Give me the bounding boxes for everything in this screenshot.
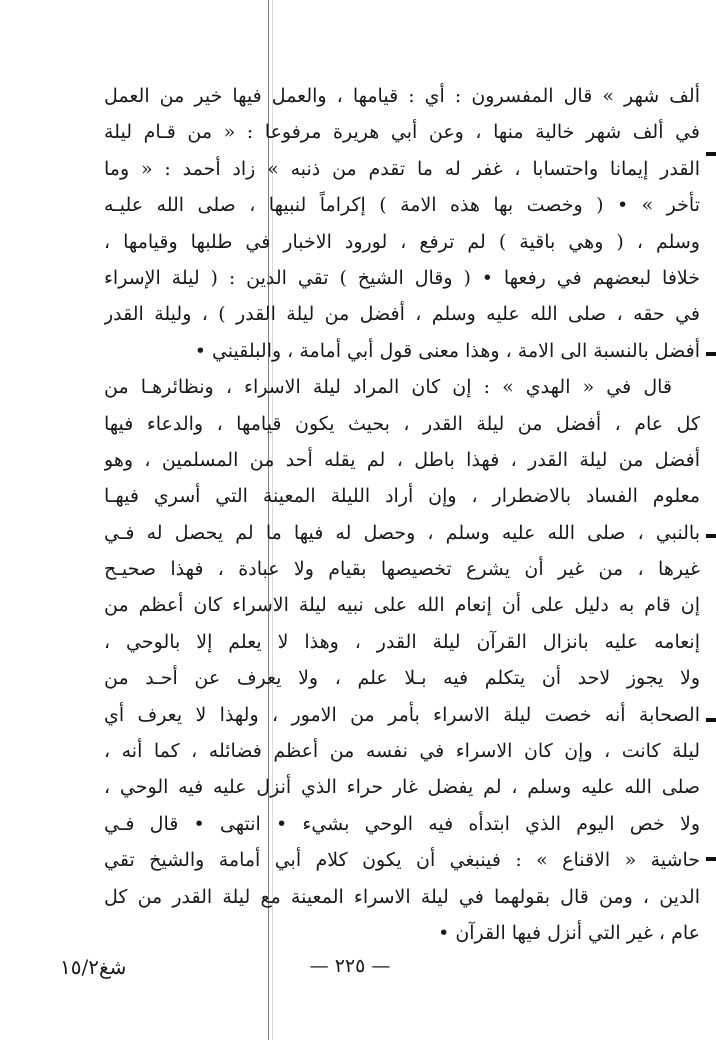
edge-mark [706,152,716,156]
text-line: الصحابة أنه خصت ليلة الاسراء بأمر من الامور ، ولهذا لا يعرف أي [104,703,700,726]
text-line: قال في « الهدي » : إن كان المراد ليلة الاسراء ، ونظائرهـا من [104,376,672,399]
text-line: صلى الله عليه وسلم ، لم يفضل غار حراء الذي أنزل عليه فيه الوحي ، [104,776,700,799]
text-line: أفضل من ليلة القدر ، فهذا باطل ، لم يقله أحد من المسلمين ، وهو [104,448,700,471]
text-line: وسلم ، ( وهي باقية ) لم ترفع ، لورود الاخبار في طلبها وقيامها ، [104,230,700,253]
text-line: تأخر » • ( وخصت بها هذه الامة ) إكراماً لنبيها ، صلى الله عليـه [104,194,700,217]
text-line: كل عام ، أفضل من ليلة القدر ، بحيث يكون قيامها ، والدعاء فيها [104,412,700,435]
text-line: إن قام به دليل على أن إنعام الله على نبيه ليلة الاسراء كان أعظم من [104,594,700,617]
text-line: الدين ، ومن قال بقولهما في ليلة الاسراء المعينة مع ليلة القدر من كل [104,885,700,908]
text-line: في حقه ، صلى الله عليه وسلم ، أفضل من ليلة القدر ) ، وليلة القدر [104,303,700,326]
page-number: — ٢٢٥ — [309,955,391,977]
edge-mark [706,352,716,356]
text-line: ولا يجوز لاحد أن يتكلم فيه بـلا علم ، ولا يعرف عن أحـد من [104,667,700,690]
text-line: بالنبي ، صلى الله عليه وسلم ، وحصل له فيها ما لم يحصل له فـي [104,521,700,544]
body-text [104,78,700,951]
text-line: حاشية « الاقناع » : فينبغي أن يكون كلام أبي أمامة والشيخ تقي [104,849,700,872]
edge-mark [706,857,716,861]
text-line: إنعامه عليه بانزال القرآن ليلة القدر ، وهذا لا يعلم إلا بالوحي ، [104,630,700,653]
text-line: القدر إيمانا واحتسابا ، غفر له ما تقدم من ذنبه » زاد أحمد : « وما [104,157,700,180]
edge-mark [706,534,716,538]
text-line: في ألف شهر خالية منها ، وعن أبي هريرة مرفوعا : « من قـام ليلة [104,121,700,144]
edge-mark [706,718,716,722]
text-line: خلافا لبعضهم في رفعها • ( وقال الشيخ ) تقي الدين : ( ليلة الإسراء [104,266,700,289]
text-line: ألف شهر » قال المفسرون : أي : قيامها ، والعمل فيها خير من العمل [104,85,700,107]
text-line: غيرها ، من غير أن يشرع تخصيصها بقيام ولا عبادة ، فهذا صحيـح [104,558,700,581]
text-line: ولا خص اليوم الذي ابتدأه فيه الوحي بشيء • انتهى • قال فـي [104,812,700,835]
text-line: معلوم الفساد بالاضطرار ، وإن أراد الليلة المعينة التي أسري فيهـا [104,485,700,508]
text-line: عام ، غير التي أنزل فيها القرآن • [438,921,700,944]
printer-signature: شغ١٥/٢ [60,955,127,979]
text-line: ليلة كانت ، وإن كان الاسراء في نفسه من أعظم فضائله ، كما أنه ، [104,740,700,763]
text-line: أفضل بالنسبة الى الامة ، وهذا معنى قول أبي أمامة ، والبلقيني • [194,339,700,362]
